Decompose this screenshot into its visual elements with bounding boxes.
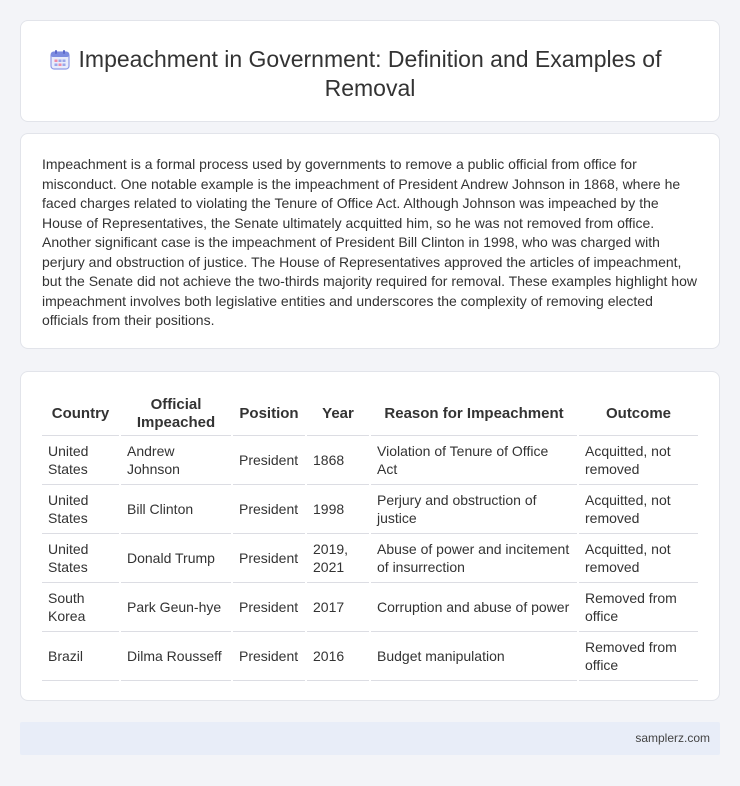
summary-paragraph: Impeachment is a formal process used by governments to remove a public official from office for misconduct. One notable example is the impeachment of President Andrew Johnson in 1868, where he faced charges related to violating the Tenure of Office Act. Although Johnson was impeached by the House of Representatives, the Senate ultimately acquitted him, so he was not removed from office. Another significant case is the impeachment of President Bill Clinton in 1998, who was charged with perjury and obstruction of justice. The House of Representatives approved the articles of impeachment, but the Senate did not achieve the two-thirds majority required for removal. These examples highlight how impeachment involves both legislative entities and underscores the complexity of removing elected officials from their positions.: [42, 156, 697, 328]
cell-official: Andrew Johnson: [120, 436, 232, 485]
table-card: [20, 371, 720, 701]
cell-outcome: Acquitted, not removed: [578, 485, 698, 534]
table-row: [42, 583, 698, 632]
footer-bar: [20, 722, 720, 755]
footer-site-link[interactable]: samplerz.com: [635, 731, 710, 745]
cell-position: President: [232, 632, 306, 681]
cell-country: United States: [42, 436, 120, 485]
column-header-country: Country: [42, 393, 120, 436]
cell-country: United States: [42, 485, 120, 534]
column-header-reason: Reason for Impeachment: [370, 393, 578, 436]
cell-reason: Violation of Tenure of Office Act: [370, 436, 578, 485]
table-header-row: [42, 393, 698, 436]
cell-outcome: Acquitted, not removed: [578, 436, 698, 485]
page-title: Impeachment in Government: Definition and Examples of Removal: [78, 46, 662, 101]
cell-reason: Perjury and obstruction of justice: [370, 485, 578, 534]
table-row: [42, 534, 698, 583]
cell-outcome: Removed from office: [578, 583, 698, 632]
impeachment-table: [42, 393, 698, 681]
cell-country: United States: [42, 534, 120, 583]
cell-position: President: [232, 485, 306, 534]
cell-reason: Abuse of power and incitement of insurrection: [370, 534, 578, 583]
column-header-outcome: Outcome: [578, 393, 698, 436]
cell-reason: Budget manipulation: [370, 632, 578, 681]
cell-official: Dilma Rousseff: [120, 632, 232, 681]
table-row: [42, 632, 698, 681]
column-header-year: Year: [306, 393, 370, 436]
cell-year: 1868: [306, 436, 370, 485]
column-header-position: Position: [232, 393, 306, 436]
cell-position: President: [232, 534, 306, 583]
cell-outcome: Removed from office: [578, 632, 698, 681]
cell-year: 2019, 2021: [306, 534, 370, 583]
cell-year: 2017: [306, 583, 370, 632]
column-header-official: Official Impeached: [120, 393, 232, 436]
cell-outcome: Acquitted, not removed: [578, 534, 698, 583]
table-row: [42, 485, 698, 534]
cell-year: 2016: [306, 632, 370, 681]
title-card: [20, 20, 720, 122]
table-row: [42, 436, 698, 485]
cell-position: President: [232, 436, 306, 485]
summary-card: [20, 133, 720, 349]
cell-official: Park Geun-hye: [120, 583, 232, 632]
cell-country: Brazil: [42, 632, 120, 681]
cell-position: President: [232, 583, 306, 632]
cell-official: Bill Clinton: [120, 485, 232, 534]
cell-year: 1998: [306, 485, 370, 534]
cell-reason: Corruption and abuse of power: [370, 583, 578, 632]
cell-country: South Korea: [42, 583, 120, 632]
cell-official: Donald Trump: [120, 534, 232, 583]
